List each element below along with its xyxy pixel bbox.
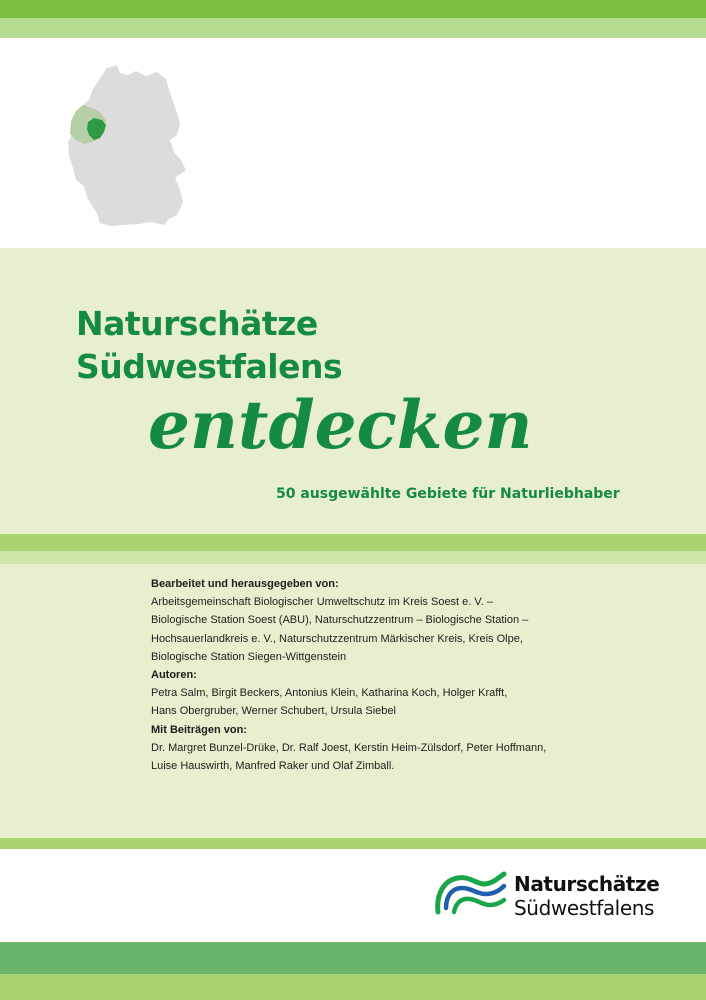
middle-stripe-dark (0, 534, 706, 551)
bottom-stripe-dark (0, 942, 706, 974)
title-line-1: Naturschätze (76, 304, 318, 343)
authors-line: Petra Salm, Birgit Beckers, Antonius Klein, Katharina Koch, Holger Krafft, (151, 687, 508, 700)
contributors-line: Dr. Margret Bunzel-Drüke, Dr. Ralf Joest, Kerstin Heim-Zülsdorf, Peter Hoffmann, (151, 741, 547, 754)
authors-heading: Autoren: (151, 669, 197, 682)
contributors-line: Luise Hauswirth, Manfred Raker und Olaf Zimball. (151, 760, 395, 773)
logo-text-line-1: Naturschätze (514, 872, 660, 896)
germany-outline (68, 65, 186, 226)
editor-heading: Bearbeitet und herausgegeben von: (151, 578, 339, 590)
germany-map-icon (62, 62, 192, 230)
credits-block (151, 575, 671, 775)
top-stripe-light (0, 18, 706, 38)
subtitle: 50 ausgewählte Gebiete für Naturliebhaber (276, 486, 620, 502)
middle-stripe-light (0, 551, 706, 564)
bottom-stripe-light (0, 974, 706, 1000)
authors-line: Hans Obergruber, Werner Schubert, Ursula Siebel (151, 705, 396, 718)
title-verb: entdecken (148, 386, 533, 464)
editor-line: Biologische Station Soest (ABU), Naturschutzzentrum – Biologische Station – (151, 614, 529, 627)
title-line-2: Südwestfalens (76, 347, 343, 386)
editor-line: Arbeitsgemeinschaft Biologischer Umweltschutz im Kreis Soest e. V. – (151, 596, 493, 609)
editor-line: Biologische Station Siegen-Wittgenstein (151, 650, 347, 663)
publisher-logo (432, 868, 672, 922)
contributors-heading: Mit Beiträgen von: (151, 723, 247, 736)
logo-text-line-2: Südwestfalens (514, 896, 655, 920)
editor-line: Hochsauerlandkreis e. V., Naturschutzzentrum Märkischer Kreis, Kreis Olpe, (151, 632, 523, 645)
wave-logo-icon (432, 868, 508, 920)
top-stripe-dark (0, 0, 706, 18)
lower-stripe (0, 838, 706, 849)
